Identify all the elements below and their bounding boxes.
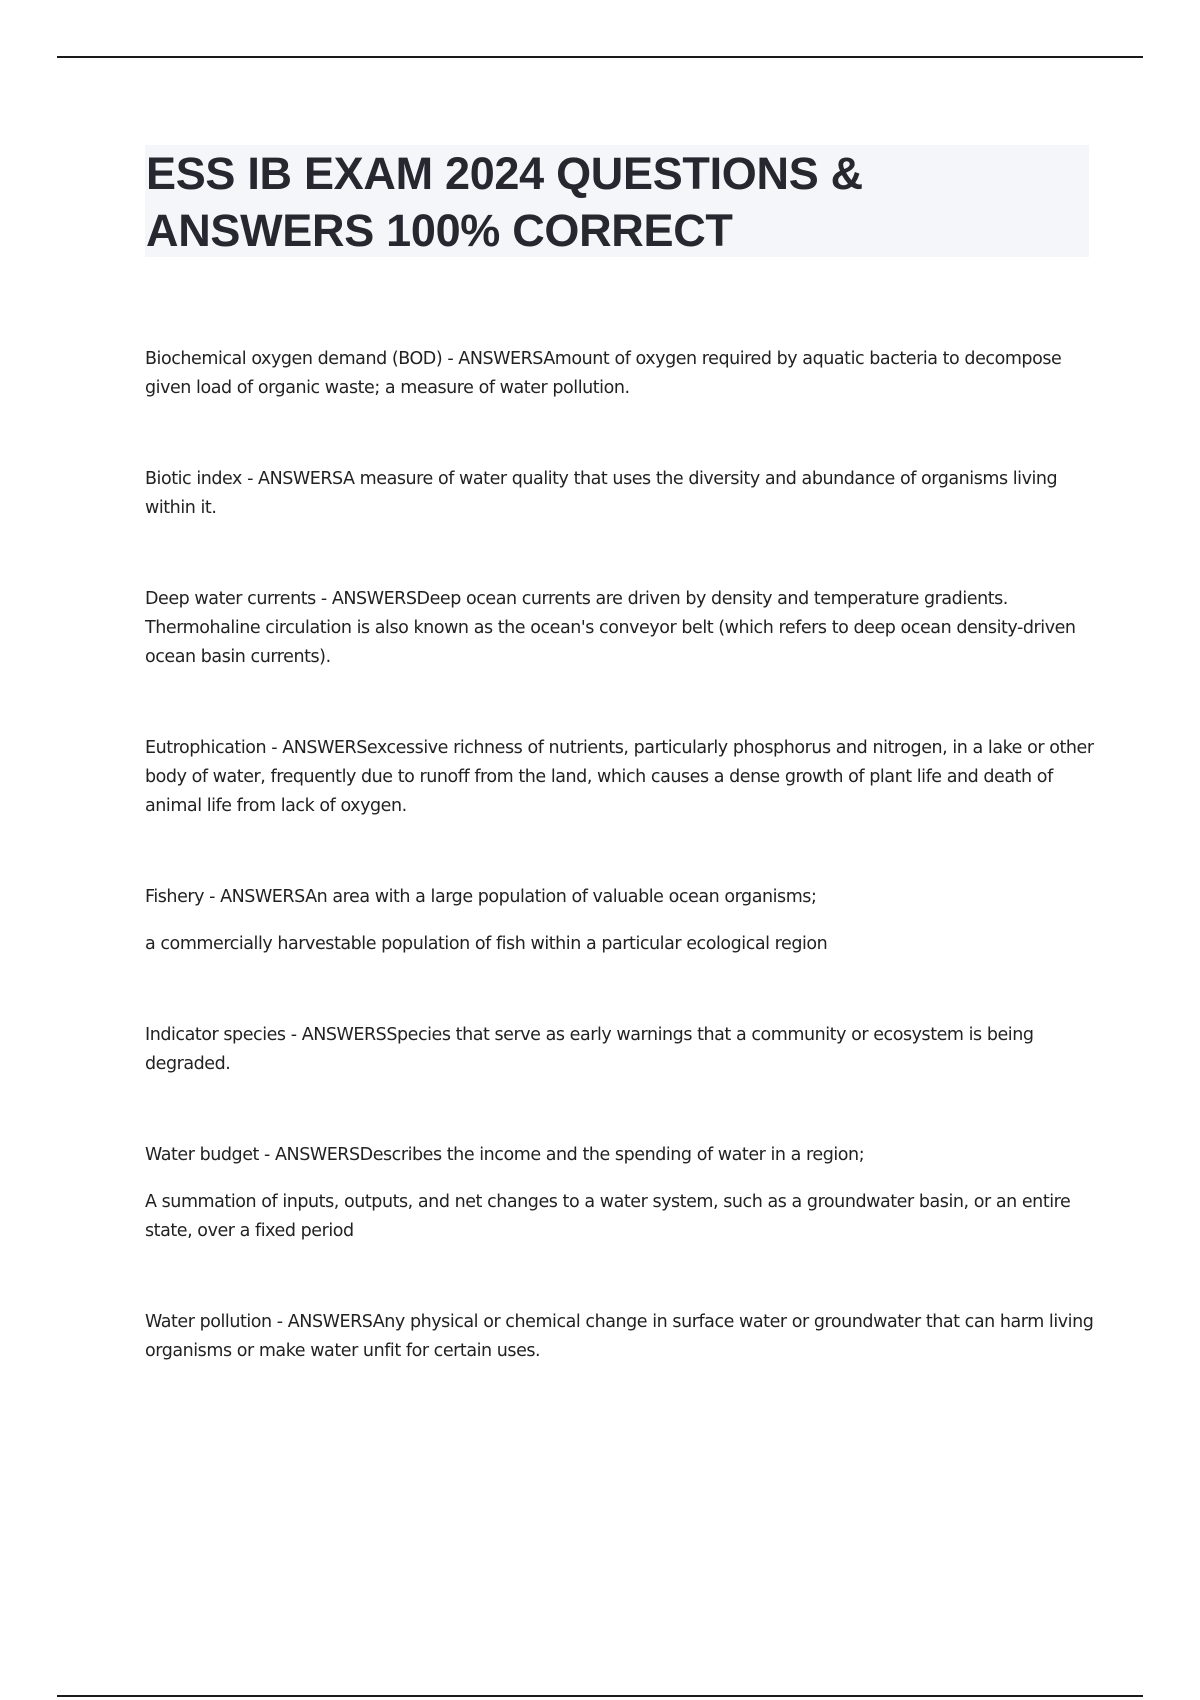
qa-entry-water-pollution [145, 1308, 1095, 1366]
qa-entry-fishery [145, 883, 1095, 959]
qa-text-continued: a commercially harvestable population of fish within a particular ecological region [145, 934, 828, 954]
qa-entry-eutrophication [145, 734, 1095, 821]
qa-text: Deep water currents - ANSWERSDeep ocean currents are driven by density and temperature gradients. Thermohaline circulation is also known as the ocean's conveyor belt (which refers to deep ocean density-driven ocean basin currents). [145, 589, 1076, 667]
qa-text: Water pollution - ANSWERSAny physical or chemical change in surface water or groundwater that can harm living organisms or make water unfit for certain uses. [145, 1312, 1094, 1361]
qa-entry-water-budget [145, 1141, 1095, 1246]
bottom-divider [57, 1695, 1143, 1697]
qa-text-continued: A summation of inputs, outputs, and net changes to a water system, such as a groundwater basin, or an entire state, over a fixed period [145, 1192, 1071, 1241]
qa-text: Eutrophication - ANSWERSexcessive richness of nutrients, particularly phosphorus and nitrogen, in a lake or other body of water, frequently due to runoff from the land, which causes a dense growth of plant life and death of animal life from lack of oxygen. [145, 738, 1094, 816]
qa-text: Biochemical oxygen demand (BOD) - ANSWERSAmount of oxygen required by aquatic bacteria to decompose given load of organic waste; a measure of water pollution. [145, 349, 1062, 398]
qa-entry-indicator-species [145, 1021, 1095, 1079]
qa-entry-deep-water-currents [145, 585, 1095, 672]
qa-entry-bod [145, 345, 1095, 403]
qa-list [145, 345, 1095, 1366]
top-divider [57, 56, 1143, 58]
qa-text: Water budget - ANSWERSDescribes the income and the spending of water in a region; [145, 1145, 865, 1165]
qa-text: Indicator species - ANSWERSSpecies that serve as early warnings that a community or ecosystem is being degraded. [145, 1025, 1034, 1074]
document-title: ESS IB EXAM 2024 QUESTIONS & ANSWERS 100% CORRECT [146, 148, 863, 256]
qa-text: Fishery - ANSWERSAn area with a large population of valuable ocean organisms; [145, 887, 817, 907]
qa-entry-biotic-index [145, 465, 1095, 523]
qa-text: Biotic index - ANSWERSA measure of water quality that uses the diversity and abundance of organisms living within it. [145, 469, 1058, 518]
